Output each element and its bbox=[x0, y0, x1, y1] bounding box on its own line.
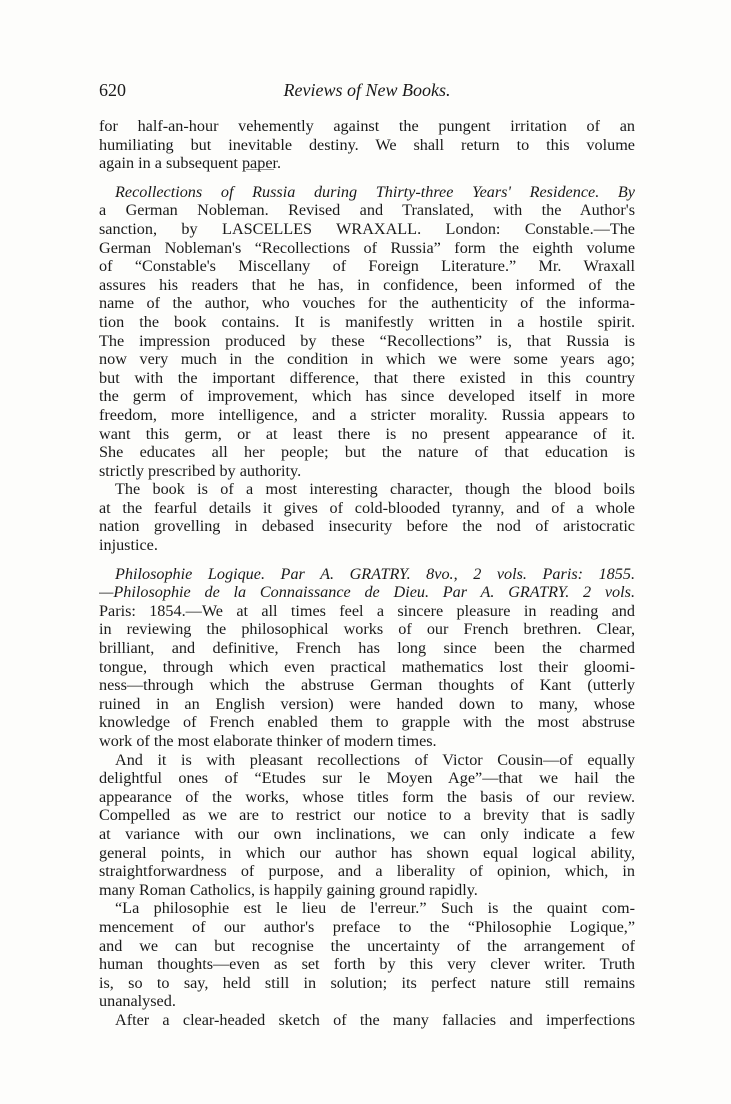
review-heading-line: Philosophie Logique. Par A. GRATRY. 8vo., 2 vols. Paris: 1855. bbox=[115, 564, 635, 583]
text-line: strictly prescribed by authority. bbox=[99, 461, 302, 480]
text-line: human thoughts—even as set forth by this very clever writer. Truth bbox=[99, 955, 635, 974]
text-line: again in a subsequent paper. bbox=[99, 154, 282, 173]
text-line: She educates all her people; but the nature of that education is bbox=[99, 443, 635, 462]
page-number: 620 bbox=[99, 80, 126, 100]
body-text bbox=[99, 117, 635, 1030]
text-line: is, so to say, held still in solution; its perfect nature still remains bbox=[99, 973, 635, 992]
text-line: sanction, by LASCELLES WRAXALL. London: Constable.—The bbox=[99, 219, 635, 238]
paragraph-gap bbox=[99, 555, 635, 565]
text-line: The book is of a most interesting character, though the blood boils bbox=[115, 480, 635, 499]
text-line: humiliating but inevitable destiny. We shall return to this volume bbox=[99, 135, 635, 154]
text-line: at the fearful details it gives of cold-blooded tyranny, and of a whole bbox=[99, 498, 635, 517]
text-line: but with the important difference, that there existed in this country bbox=[99, 368, 635, 387]
text-line: unanalysed. bbox=[99, 992, 176, 1011]
text-line: German Nobleman's “Recollections of Russia” form the eighth volume bbox=[99, 238, 635, 257]
paragraph-gap bbox=[99, 173, 635, 183]
text-line: many Roman Catholics, is happily gaining ground rapidly. bbox=[99, 880, 478, 899]
text-line: injustice. bbox=[99, 536, 158, 555]
text-line: nation grovelling in debased insecurity before the nod of aristocratic bbox=[99, 517, 635, 536]
text-line: of “Constable's Miscellany of Foreign Literature.” Mr. Wraxall bbox=[99, 257, 635, 276]
text-line: name of the author, who vouches for the authenticity of the informa- bbox=[99, 294, 635, 313]
review-heading-line: Recollections of Russia during Thirty-three Years' Residence. By bbox=[115, 182, 635, 201]
text-line: and we can but recognise the uncertainty of the arrangement of bbox=[99, 936, 635, 955]
text-line: general points, in which our author has shown equal logical ability, bbox=[99, 843, 635, 862]
text-line: “La philosophie est le lieu de l'erreur.” Such is the quaint com- bbox=[115, 899, 635, 918]
text-line: assures his readers that he has, in confidence, been informed of the bbox=[99, 275, 635, 294]
text-line: mencement of our author's preface to the “Philosophie Logique,” bbox=[99, 917, 635, 936]
text-line: brilliant, and definitive, French has long since been the charmed bbox=[99, 639, 635, 658]
text-line: freedom, more intelligence, and a stricter morality. Russia appears to bbox=[99, 405, 635, 424]
text-line: knowledge of French enabled them to grapple with the most abstruse bbox=[99, 713, 635, 732]
text-line: at variance with our own inclinations, we can only indicate a few bbox=[99, 824, 635, 843]
text-line: Paris: 1854.—We at all times feel a sincere pleasure in reading and bbox=[99, 601, 635, 620]
text-line: in reviewing the philosophical works of our French brethren. Clear, bbox=[99, 620, 635, 639]
text-line: want this germ, or at least there is no present appearance of it. bbox=[99, 424, 635, 443]
text-line: The impression produced by these “Recollections” is, that Russia is bbox=[99, 331, 635, 350]
text-line: And it is with pleasant recollections of Victor Cousin—of equally bbox=[115, 750, 635, 769]
text-line: ness—through which the abstruse German thoughts of Kant (utterly bbox=[99, 676, 635, 695]
text-line: Compelled as we are to restrict our notice to a brevity that is sadly bbox=[99, 806, 635, 825]
text-line: work of the most elaborate thinker of modern times. bbox=[99, 732, 437, 750]
text-line: now very much in the condition in which we were some years ago; bbox=[99, 350, 635, 369]
text-line: for half-an-hour vehemently against the pungent irritation of an bbox=[99, 117, 635, 135]
text-line: straightforwardness of purpose, and a liberality of opinion, which, in bbox=[99, 862, 635, 881]
running-title: Reviews of New Books. bbox=[283, 80, 451, 100]
review-heading-line: —Philosophie de la Connaissance de Dieu. Par A. GRATRY. 2 vols. bbox=[99, 583, 635, 602]
text-line: delightful ones of “Etudes sur le Moyen Age”—that we hail the bbox=[99, 769, 635, 788]
text-line: the germ of improvement, which has since developed itself in more bbox=[99, 387, 635, 406]
text-line: tion the book contains. It is manifestly written in a hostile spirit. bbox=[99, 312, 635, 331]
text-line: After a clear-headed sketch of the many fallacies and imperfections bbox=[115, 1010, 635, 1029]
text-line: appearance of the works, whose titles form the basis of our review. bbox=[99, 787, 635, 806]
text-line: tongue, through which even practical mathematics lost their gloomi- bbox=[99, 657, 635, 676]
text-line: ruined in an English version) were handed down to many, whose bbox=[99, 694, 635, 713]
text-line: a German Nobleman. Revised and Translated, with the Author's bbox=[99, 201, 635, 220]
page-header bbox=[99, 80, 635, 104]
